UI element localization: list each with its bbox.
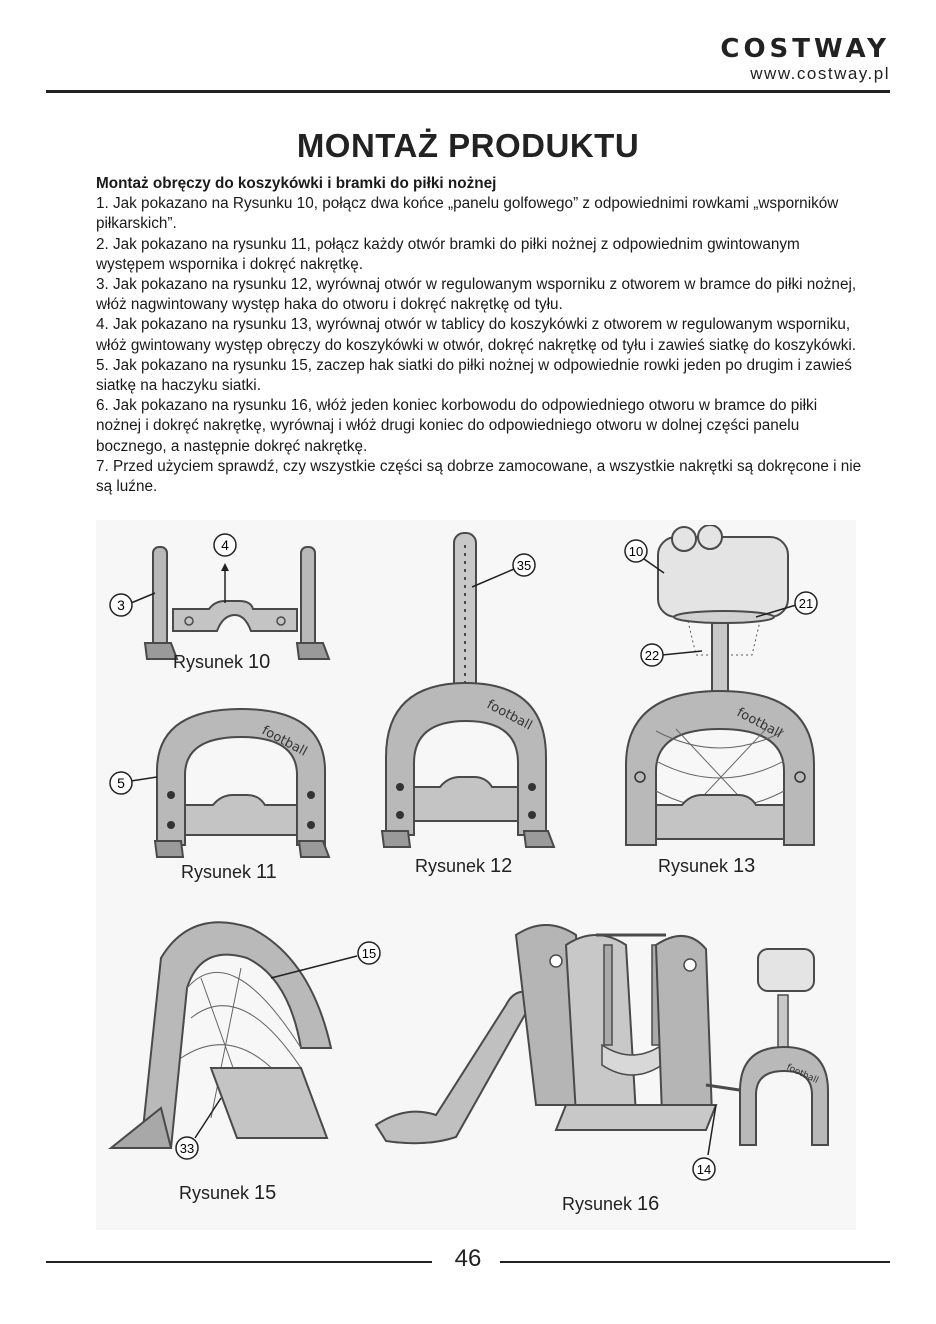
brand-url: www.costway.pl: [750, 64, 890, 83]
caption-word: Rysunek: [562, 1194, 633, 1214]
footer-rule-right: [500, 1261, 890, 1263]
brand-block: [720, 36, 890, 84]
figure-11-caption: [181, 861, 277, 884]
caption-word: Rysunek: [181, 862, 252, 882]
step-3: 3. Jak pokazano na rysunku 12, wyrównaj otwór w regulowanym wsporniku z otworem w bramce do piłki nożnej, włóż nagwintowany występ haka do otworu i dokręć nakrętkę od tyłu.: [96, 276, 857, 314]
figure-11: [101, 695, 341, 883]
step-7: 7. Przed użyciem sprawdź, czy wszystkie części są dobrze zamocowane, a wszystkie nakrętki są dokręcone i nie są luźne.: [96, 457, 862, 496]
figure-15-caption: [179, 1182, 276, 1205]
arch-text: football: [784, 1062, 820, 1087]
figure-16-drawing: [366, 915, 856, 1185]
figure-12-drawing: [366, 525, 576, 865]
footer-rule-left: [46, 1261, 432, 1263]
caption-number: 12: [490, 855, 513, 877]
figure-12: [366, 525, 576, 877]
callout-5: 5: [117, 775, 125, 791]
figure-12-caption: [415, 855, 512, 878]
figure-11-drawing: [101, 695, 341, 865]
brand-logo: COSTWAY: [720, 34, 890, 64]
caption-word: Rysunek: [179, 1183, 250, 1203]
figure-10-caption: [173, 651, 270, 674]
figure-15-drawing: [101, 898, 381, 1168]
figure-13: [606, 525, 856, 877]
callout-33: 33: [179, 1141, 195, 1156]
caption-number: 10: [248, 651, 271, 673]
caption-word: Rysunek: [415, 856, 486, 876]
callout-21: 21: [798, 596, 814, 611]
step-5: 5. Jak pokazano na rysunku 15, zaczep hak siatki do piłki nożnej w odpowiednie rowki jeden po drugim i zawieś siatkę na haczyku siatki.: [96, 356, 852, 395]
caption-number: 16: [637, 1193, 660, 1215]
callout-35: 35: [516, 558, 532, 573]
callout-22: 22: [644, 648, 660, 663]
caption-number: 15: [254, 1182, 277, 1204]
figure-13-drawing: [606, 525, 856, 865]
page-title: MONTAŻ PRODUKTU: [296, 127, 640, 164]
step-2: 2. Jak pokazano na rysunku 11, połącz każdy otwór bramki do piłki nożnej z odpowiednim gwintowanym występem wspornika i dokręć nakrętkę.: [96, 235, 800, 273]
figure-15: [101, 898, 381, 1204]
caption-number: 11: [256, 861, 277, 883]
figure-16-caption: [562, 1193, 659, 1216]
callout-4: 4: [221, 537, 229, 553]
header-divider: [46, 90, 890, 93]
callout-3: 3: [117, 597, 125, 613]
figures-area: [96, 520, 856, 1230]
arch-text: football: [484, 697, 535, 734]
caption-number: 13: [733, 855, 756, 877]
step-4: 4. Jak pokazano na rysunku 13, wyrównaj otwór w tablicy do koszykówki z otworem w regulowanym wsporniku, włóż gwintowany występ obręczy do koszykówki w otwór, dokręć nakrętkę od tyłu i zawieś siatkę do koszykówki.: [96, 316, 857, 354]
callout-10: 10: [628, 544, 644, 559]
section-heading: Montaż obręczy do koszykówki i bramki do piłki nożnej: [96, 175, 497, 192]
arch-text: football: [259, 723, 310, 760]
callout-15: 15: [361, 946, 377, 961]
step-1: 1. Jak pokazano na Rysunku 10, połącz dwa końce „panelu golfowego” z odpowiednimi rowkami „wsporników piłkarskich”.: [96, 195, 839, 233]
figure-16: [366, 915, 856, 1215]
step-6: 6. Jak pokazano na rysunku 16, włóż jeden koniec korbowodu do odpowiedniego otworu w bramce do piłki nożnej i dokręć nakrętkę, wyrównaj i włóż drugi koniec do odpowiedniego otworu w dolnej części panelu bocznego, a następnie dokręć nakrętkę.: [96, 397, 818, 455]
figure-10: [101, 525, 341, 685]
instructions: [96, 174, 864, 497]
callout-14: 14: [696, 1162, 712, 1177]
arch-text: football: [734, 705, 785, 742]
figure-13-caption: [658, 855, 755, 878]
page-number: 46: [454, 1245, 482, 1272]
caption-word: Rysunek: [658, 856, 729, 876]
caption-word: Rysunek: [173, 652, 244, 672]
